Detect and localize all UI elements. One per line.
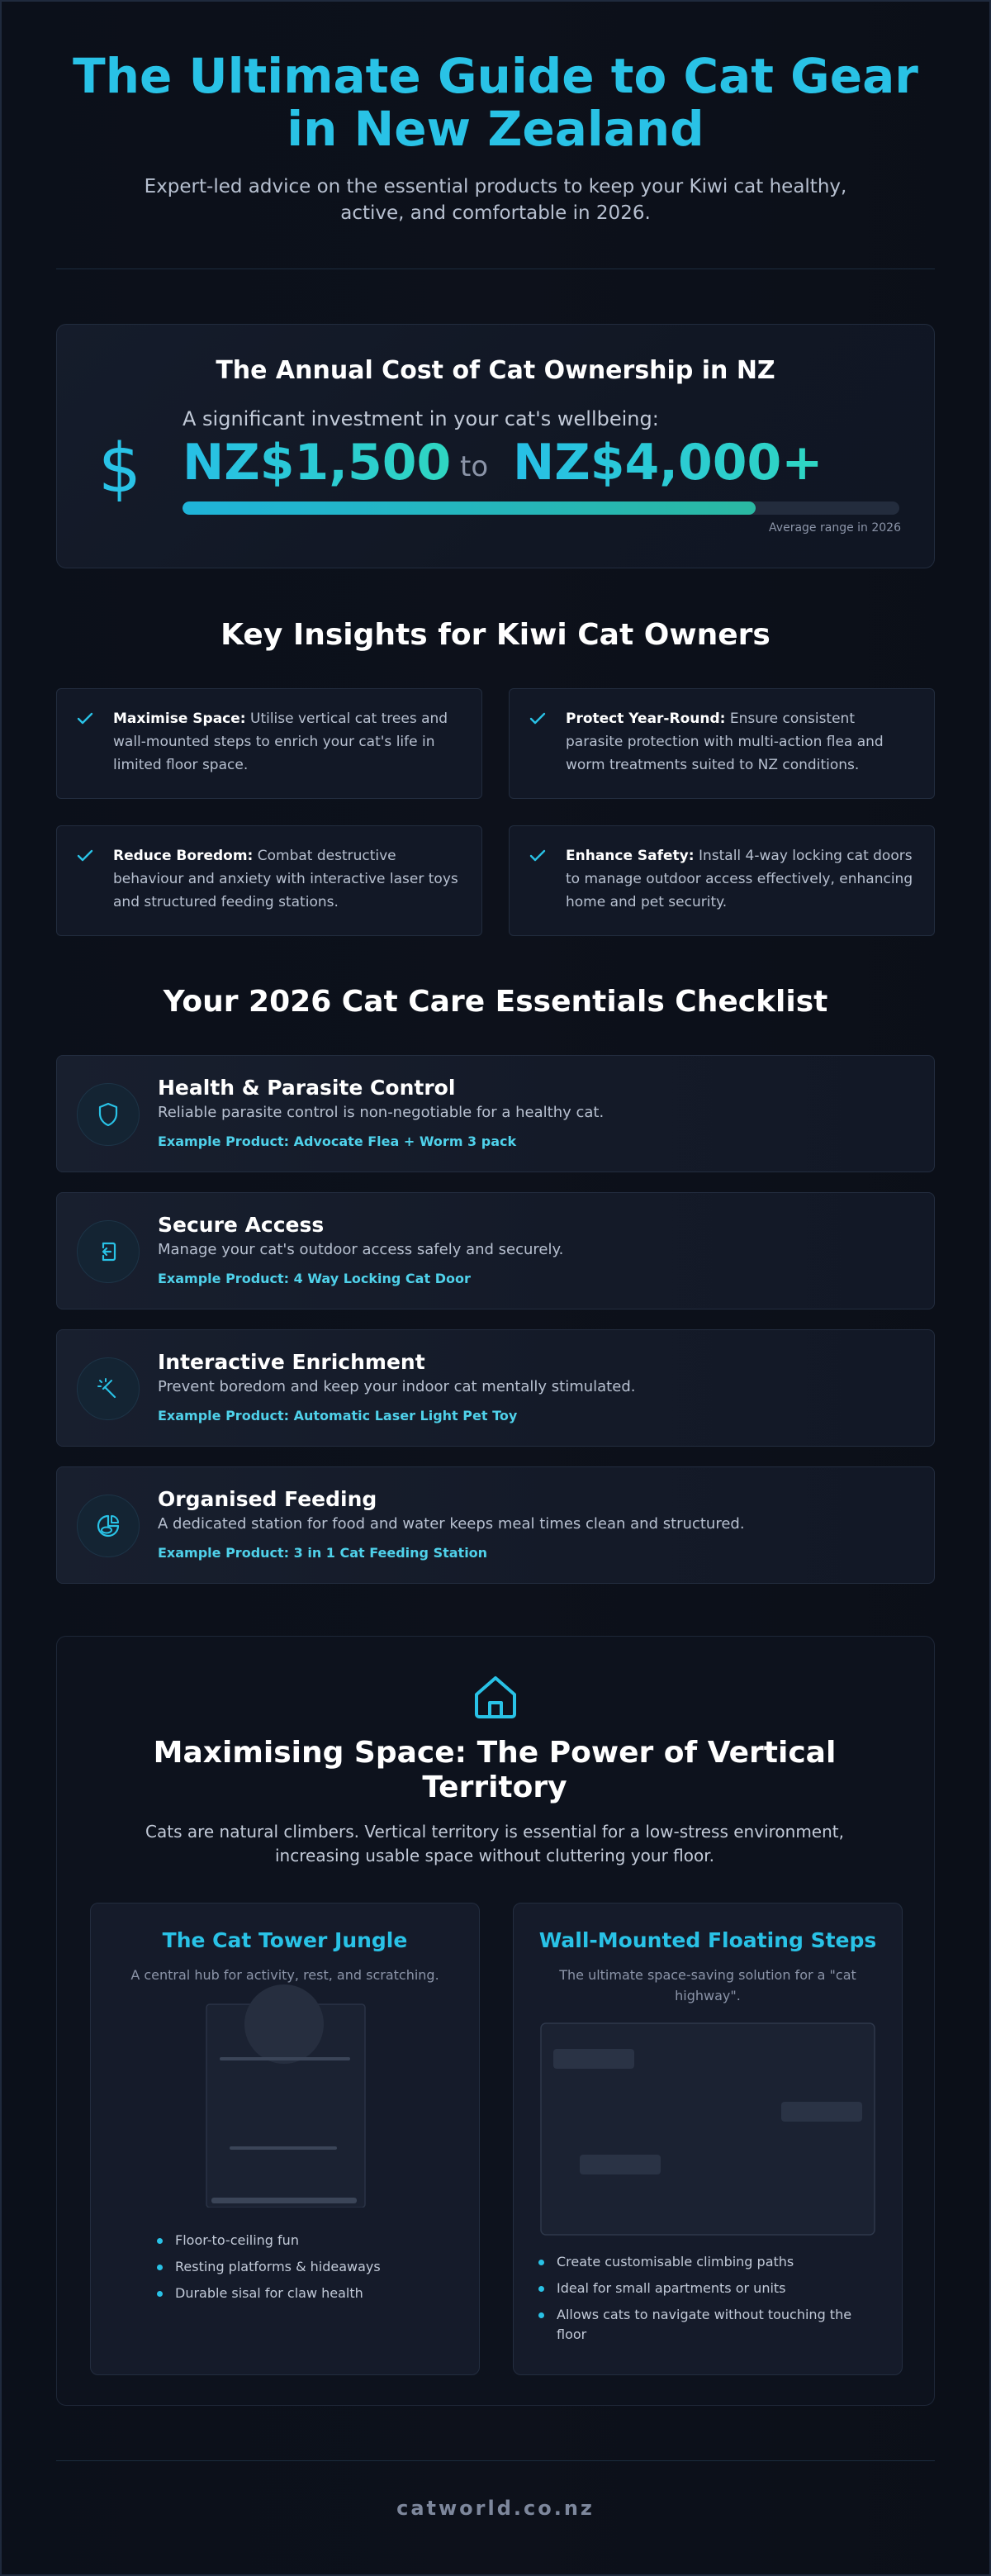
divider <box>56 2460 935 2461</box>
cost-range-bar <box>183 501 899 515</box>
option-card-steps <box>513 1903 903 2375</box>
cost-high-value: NZ$4,000+ <box>513 434 823 492</box>
vertical-subtitle: Cats are natural climbers. Vertical territory is essential for a low-stress environment, increasing usable space without cluttering your floor. <box>145 1822 844 1865</box>
insight-card <box>509 825 935 936</box>
checklist-item <box>56 1192 935 1309</box>
insight-card <box>56 825 482 936</box>
checklist-item <box>56 1329 935 1447</box>
cat-tower-illustration <box>205 1976 367 2208</box>
cost-low-value: NZ$1,500 <box>183 434 452 492</box>
checklist-item-title: Secure Access <box>158 1213 325 1237</box>
insight-text <box>566 707 914 777</box>
option-subtitle: A central hub for activity, rest, and scratching. <box>130 1967 439 1983</box>
cost-title: The Annual Cost of Cat Ownership in NZ <box>216 356 775 385</box>
insight-text <box>113 844 462 914</box>
checklist-item-product: Example Product: Automatic Laser Light Pet Toy <box>158 1408 518 1423</box>
home-icon <box>470 1671 521 1723</box>
cost-lead: A significant investment in your cat's wellbeing: <box>183 407 659 430</box>
floating-steps-illustration <box>540 2022 875 2236</box>
option-subtitle: The ultimate space-saving solution for a "cat highway". <box>559 1967 856 2003</box>
checklist-item-desc: A dedicated station for food and water keeps meal times clean and structured. <box>158 1515 745 1533</box>
insight-body: Install 4-way locking cat doors to manage outdoor access effectively, enhancing home and pet security. <box>566 848 913 910</box>
option-title: Wall-Mounted Floating Steps <box>538 1928 877 1952</box>
laser-wand-icon <box>77 1357 140 1420</box>
check-icon <box>75 846 95 866</box>
page-title: The Ultimate Guide to Cat Gear in New Zealand <box>73 48 918 157</box>
checklist-item-product: Example Product: 3 in 1 Cat Feeding Station <box>158 1545 488 1561</box>
footer-site-link[interactable]: catworld.co.nz <box>396 2497 595 2520</box>
insight-label: Maximise Space: <box>113 711 246 727</box>
vertical-title: Maximising Space: The Power of Vertical Territory <box>153 1736 837 1804</box>
checklist-item <box>56 1055 935 1172</box>
list-item: Durable sisal for claw health <box>157 2284 381 2303</box>
insight-card <box>509 688 935 799</box>
insight-card <box>56 688 482 799</box>
list-item: Floor-to-ceiling fun <box>157 2231 381 2250</box>
checklist-item-desc: Reliable parasite control is non-negotiable for a healthy cat. <box>158 1104 605 1121</box>
checklist-item-title: Interactive Enrichment <box>158 1350 425 1374</box>
option-title: The Cat Tower Jungle <box>162 1928 408 1952</box>
checklist-item-product: Example Product: 4 Way Locking Cat Door <box>158 1271 471 1286</box>
insight-body: Utilise vertical cat trees and wall-mounted steps to enrich your cat's life in limited floor space. <box>113 711 448 773</box>
option-bullets <box>538 2252 877 2351</box>
insight-body: Ensure consistent parasite protection with multi-action flea and worm treatments suited to NZ conditions. <box>566 711 884 773</box>
list-item: Ideal for small apartments or units <box>538 2279 877 2298</box>
door-enter-icon <box>77 1220 140 1283</box>
shield-icon <box>77 1083 140 1146</box>
checklist-item-product: Example Product: Advocate Flea + Worm 3 pack <box>158 1134 517 1149</box>
option-card-tower <box>90 1903 480 2375</box>
checklist-item-title: Organised Feeding <box>158 1487 377 1511</box>
checklist-item-desc: Manage your cat's outdoor access safely and securely. <box>158 1241 564 1258</box>
page-subtitle: Expert-led advice on the essential products to keep your Kiwi cat healthy, active, and comfortable in 2026. <box>144 176 847 224</box>
list-item: Resting platforms & hideaways <box>157 2257 381 2277</box>
checklist-title: Your 2026 Cat Care Essentials Checklist <box>163 985 828 1019</box>
list-item: Create customisable climbing paths <box>538 2252 877 2272</box>
checklist-item <box>56 1466 935 1584</box>
insight-text <box>566 844 914 914</box>
checklist-item-title: Health & Parasite Control <box>158 1076 456 1100</box>
dollar-icon: $ <box>97 430 142 508</box>
check-icon <box>75 709 95 729</box>
pie-bowl-icon <box>77 1495 140 1557</box>
cost-card <box>56 324 935 568</box>
option-bullets <box>157 2231 381 2310</box>
cost-connector: to <box>460 450 489 483</box>
cost-range-fill <box>183 501 756 515</box>
cost-range-note: Average range in 2026 <box>769 521 901 535</box>
vertical-territory-section <box>56 1636 935 2406</box>
check-icon <box>528 709 548 729</box>
insights-title: Key Insights for Kiwi Cat Owners <box>220 618 771 652</box>
check-icon <box>528 846 548 866</box>
insight-label: Reduce Boredom: <box>113 848 254 864</box>
insight-body: Combat destructive behaviour and anxiety with interactive laser toys and structured feeding stations. <box>113 848 458 910</box>
insight-label: Protect Year-Round: <box>566 711 726 727</box>
list-item: Allows cats to navigate without touching the floor <box>538 2305 877 2345</box>
insight-label: Enhance Safety: <box>566 848 695 864</box>
checklist-item-desc: Prevent boredom and keep your indoor cat mentally stimulated. <box>158 1378 636 1395</box>
insight-text <box>113 707 462 777</box>
